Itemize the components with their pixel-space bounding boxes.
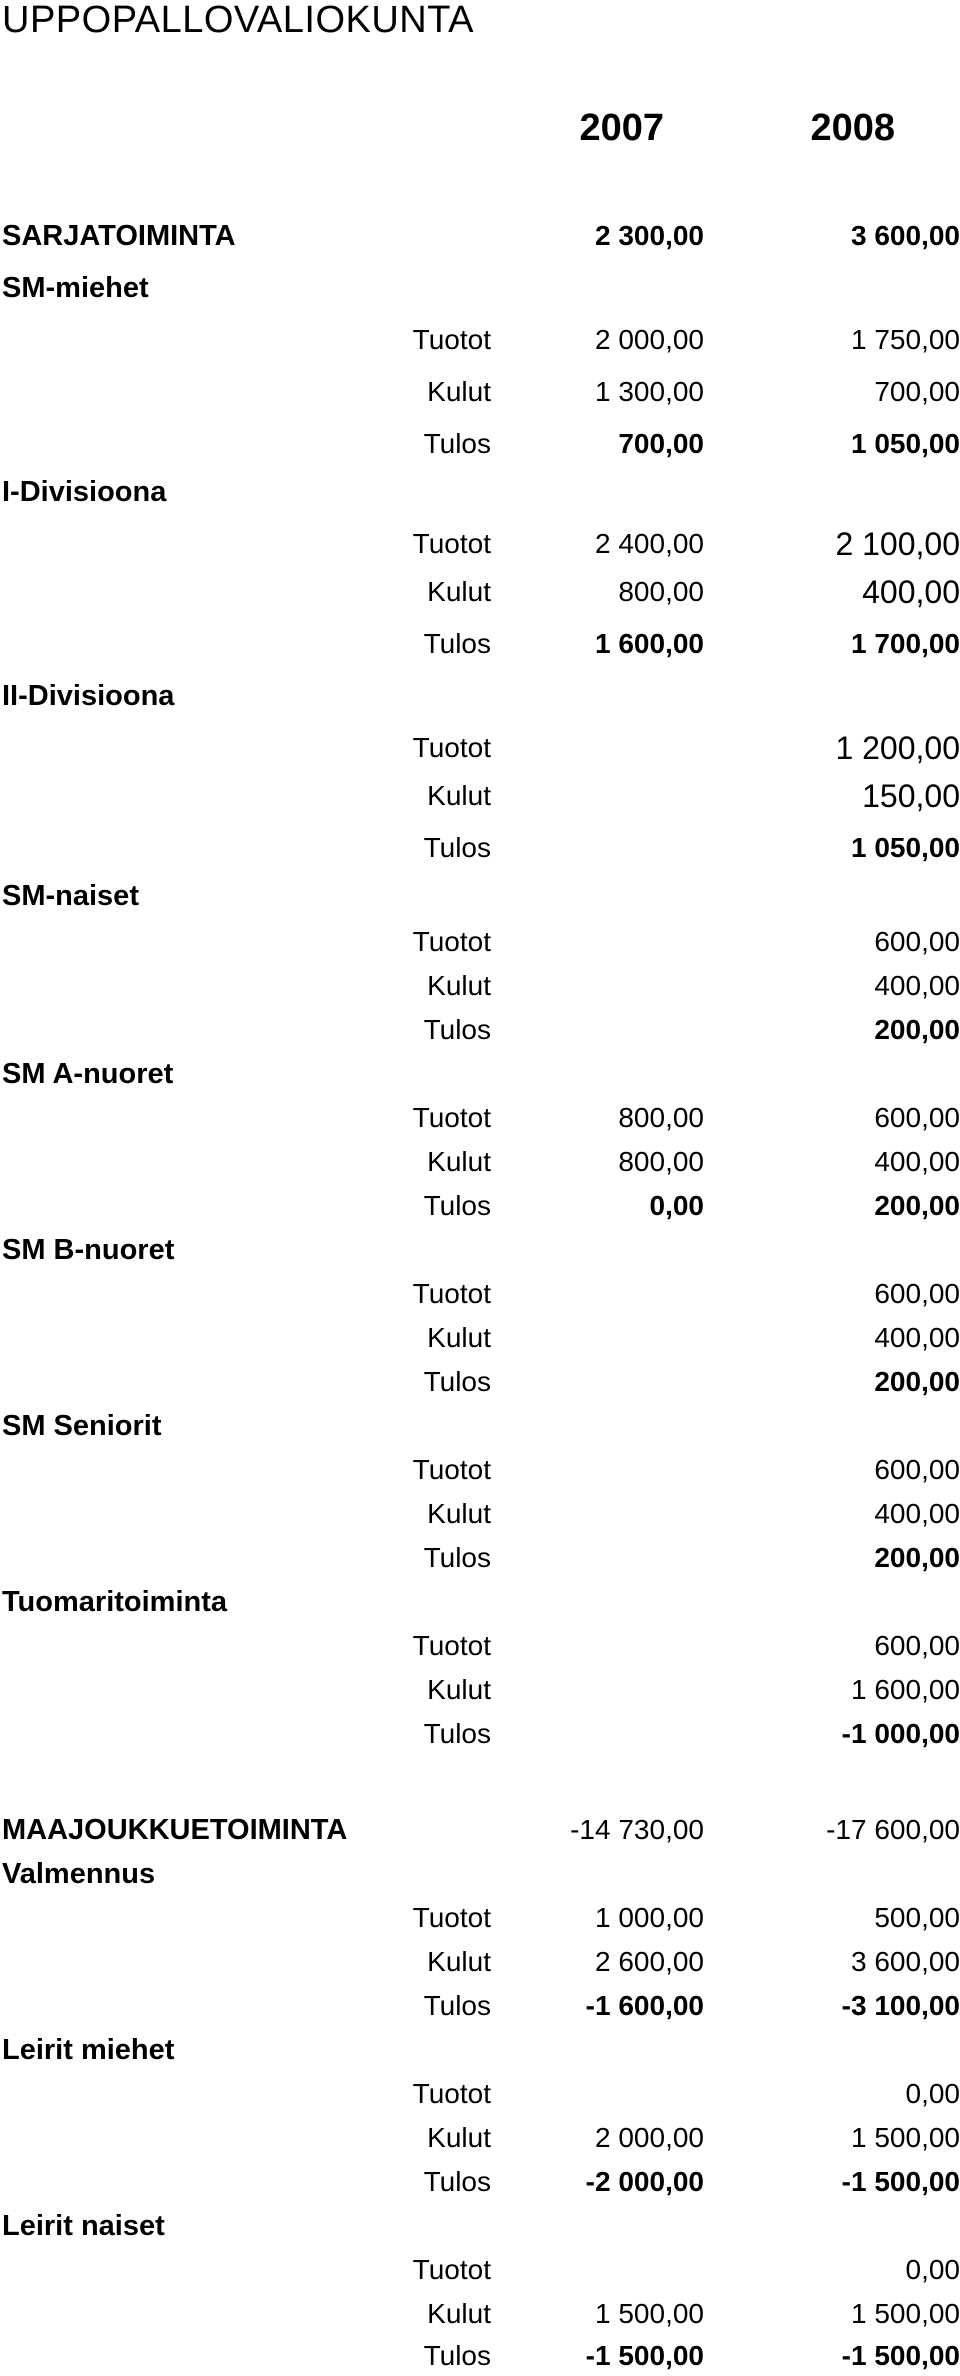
- group-row: [0, 1054, 960, 1094]
- section-title: SARJATOIMINTA: [2, 216, 236, 256]
- table-row: [0, 1098, 960, 1138]
- row-label: Kulut: [427, 2294, 491, 2334]
- value-2008: -3 100,00: [842, 1986, 960, 2026]
- row-label: Tuotot: [413, 320, 491, 360]
- group-title: SM Seniorit: [2, 1406, 162, 1446]
- table-row: [0, 1318, 960, 1358]
- value-2007: 700,00: [618, 424, 704, 464]
- value-2008: 1 700,00: [851, 624, 960, 664]
- value-2007: 800,00: [618, 572, 704, 612]
- value-2008: 600,00: [874, 922, 960, 962]
- row-label: Tulos: [424, 424, 491, 464]
- table-row: [0, 572, 960, 612]
- table-row: [0, 2294, 960, 2334]
- row-label: Tuotot: [413, 2250, 491, 2290]
- row-label: Tuotot: [413, 1626, 491, 1666]
- group-title: Leirit naiset: [2, 2206, 165, 2246]
- row-label: Tulos: [424, 1538, 491, 1578]
- value-2008: 1 600,00: [851, 1670, 960, 1710]
- table-row: [0, 1626, 960, 1666]
- year-header-2008: 2008: [810, 108, 895, 148]
- row-label: Tulos: [424, 1010, 491, 1050]
- row-label: Tulos: [424, 624, 491, 664]
- table-row: [0, 1714, 960, 1754]
- value-2008: 200,00: [874, 1538, 960, 1578]
- table-row: [0, 1362, 960, 1402]
- value-2008: 0,00: [906, 2074, 960, 2114]
- table-row: [0, 2250, 960, 2290]
- group-row: [0, 876, 960, 916]
- row-label: Tuotot: [413, 2074, 491, 2114]
- section-row: [0, 216, 960, 256]
- table-row: [0, 828, 960, 868]
- table-row: [0, 1494, 960, 1534]
- value-2008: 2 100,00: [835, 524, 960, 564]
- group-row: [0, 1406, 960, 1446]
- value-2008: 1 200,00: [835, 728, 960, 768]
- table-row: [0, 966, 960, 1006]
- row-label: Tuotot: [413, 1274, 491, 1314]
- table-row: [0, 1538, 960, 1578]
- row-label: Tuotot: [413, 1098, 491, 1138]
- group-row: [0, 268, 960, 308]
- group-title: Valmennus: [2, 1854, 155, 1894]
- row-label: Kulut: [427, 1942, 491, 1982]
- section-title: MAAJOUKKUETOIMINTA: [2, 1810, 347, 1850]
- row-label: Kulut: [427, 572, 491, 612]
- row-label: Tulos: [424, 1186, 491, 1226]
- year-header-2007: 2007: [579, 108, 664, 148]
- value-2008: 200,00: [874, 1010, 960, 1050]
- group-row: [0, 676, 960, 716]
- table-row: [0, 922, 960, 962]
- value-2007: 2 000,00: [595, 320, 704, 360]
- row-label: Tulos: [424, 2336, 491, 2376]
- table-row: [0, 624, 960, 664]
- value-2008: 600,00: [874, 1626, 960, 1666]
- table-row: [0, 1142, 960, 1182]
- value-2008: 600,00: [874, 1098, 960, 1138]
- table-row: [0, 2074, 960, 2114]
- value-2008: 200,00: [874, 1362, 960, 1402]
- group-row: [0, 1854, 960, 1894]
- section-total-2007: 2 300,00: [595, 216, 704, 256]
- value-2007: -2 000,00: [586, 2162, 704, 2202]
- group-title: II-Divisioona: [2, 676, 174, 716]
- row-label: Tulos: [424, 1714, 491, 1754]
- group-title: SM-miehet: [2, 268, 149, 308]
- value-2008: -1 500,00: [842, 2162, 960, 2202]
- value-2008: 1 500,00: [851, 2294, 960, 2334]
- table-row: [0, 1898, 960, 1938]
- value-2007: 2 600,00: [595, 1942, 704, 1982]
- value-2008: 1 750,00: [851, 320, 960, 360]
- value-2007: -1 600,00: [586, 1986, 704, 2026]
- row-label: Kulut: [427, 372, 491, 412]
- row-label: Kulut: [427, 966, 491, 1006]
- value-2008: 3 600,00: [851, 1942, 960, 1982]
- group-title: SM-naiset: [2, 876, 139, 916]
- value-2008: 400,00: [874, 1318, 960, 1358]
- table-row: [0, 524, 960, 564]
- value-2007: 2 400,00: [595, 524, 704, 564]
- value-2007: 1 600,00: [595, 624, 704, 664]
- table-row: [0, 424, 960, 464]
- table-row: [0, 1010, 960, 1050]
- table-row: [0, 2162, 960, 2202]
- group-title: Leirit miehet: [2, 2030, 174, 2070]
- value-2008: 400,00: [862, 572, 960, 612]
- value-2008: 400,00: [874, 1142, 960, 1182]
- value-2007: 800,00: [618, 1098, 704, 1138]
- row-label: Kulut: [427, 1318, 491, 1358]
- value-2007: -1 500,00: [586, 2336, 704, 2376]
- group-row: [0, 2030, 960, 2070]
- table-row: [0, 1670, 960, 1710]
- row-label: Tuotot: [413, 922, 491, 962]
- table-row: [0, 1986, 960, 2026]
- table-row: [0, 776, 960, 816]
- section-total-2008: 3 600,00: [851, 216, 960, 256]
- table-row: [0, 1942, 960, 1982]
- value-2008: 1 500,00: [851, 2118, 960, 2158]
- section-row: [0, 1810, 960, 1850]
- value-2008: 200,00: [874, 1186, 960, 1226]
- row-label: Tuotot: [413, 524, 491, 564]
- group-title: I-Divisioona: [2, 472, 166, 512]
- row-label: Tuotot: [413, 1450, 491, 1490]
- group-row: [0, 1230, 960, 1270]
- group-title: SM B-nuoret: [2, 1230, 174, 1270]
- page-title: UPPOPALLOVALIOKUNTA: [2, 0, 474, 40]
- value-2007: 1 000,00: [595, 1898, 704, 1938]
- value-2007: 1 500,00: [595, 2294, 704, 2334]
- table-row: [0, 2118, 960, 2158]
- group-row: [0, 1582, 960, 1622]
- value-2008: 400,00: [874, 1494, 960, 1534]
- row-label: Kulut: [427, 1670, 491, 1710]
- row-label: Kulut: [427, 2118, 491, 2158]
- section-total-2008: -17 600,00: [826, 1810, 960, 1850]
- row-label: Tulos: [424, 1362, 491, 1402]
- table-row: [0, 1450, 960, 1490]
- group-row: [0, 2206, 960, 2246]
- row-label: Tulos: [424, 2162, 491, 2202]
- value-2008: -1 500,00: [842, 2336, 960, 2376]
- row-label: Kulut: [427, 1494, 491, 1534]
- group-row: [0, 472, 960, 512]
- value-2008: 600,00: [874, 1274, 960, 1314]
- table-row: [0, 320, 960, 360]
- row-label: Tulos: [424, 1986, 491, 2026]
- table-row: [0, 372, 960, 412]
- value-2008: 600,00: [874, 1450, 960, 1490]
- value-2008: 400,00: [874, 966, 960, 1006]
- row-label: Tuotot: [413, 1898, 491, 1938]
- row-label: Tulos: [424, 828, 491, 868]
- value-2007: 2 000,00: [595, 2118, 704, 2158]
- value-2008: 700,00: [874, 372, 960, 412]
- row-label: Kulut: [427, 1142, 491, 1182]
- value-2008: 0,00: [906, 2250, 960, 2290]
- table-row: [0, 1274, 960, 1314]
- value-2007: 1 300,00: [595, 372, 704, 412]
- group-title: SM A-nuoret: [2, 1054, 173, 1094]
- value-2007: 0,00: [650, 1186, 705, 1226]
- value-2008: 1 050,00: [851, 828, 960, 868]
- table-row: [0, 2336, 960, 2376]
- value-2008: 500,00: [874, 1898, 960, 1938]
- row-label: Tuotot: [413, 728, 491, 768]
- value-2007: 800,00: [618, 1142, 704, 1182]
- value-2008: 1 050,00: [851, 424, 960, 464]
- row-label: Kulut: [427, 776, 491, 816]
- group-title: Tuomaritoiminta: [2, 1582, 227, 1622]
- value-2008: -1 000,00: [842, 1714, 960, 1754]
- table-row: [0, 1186, 960, 1226]
- value-2008: 150,00: [862, 776, 960, 816]
- table-row: [0, 728, 960, 768]
- section-total-2007: -14 730,00: [570, 1810, 704, 1850]
